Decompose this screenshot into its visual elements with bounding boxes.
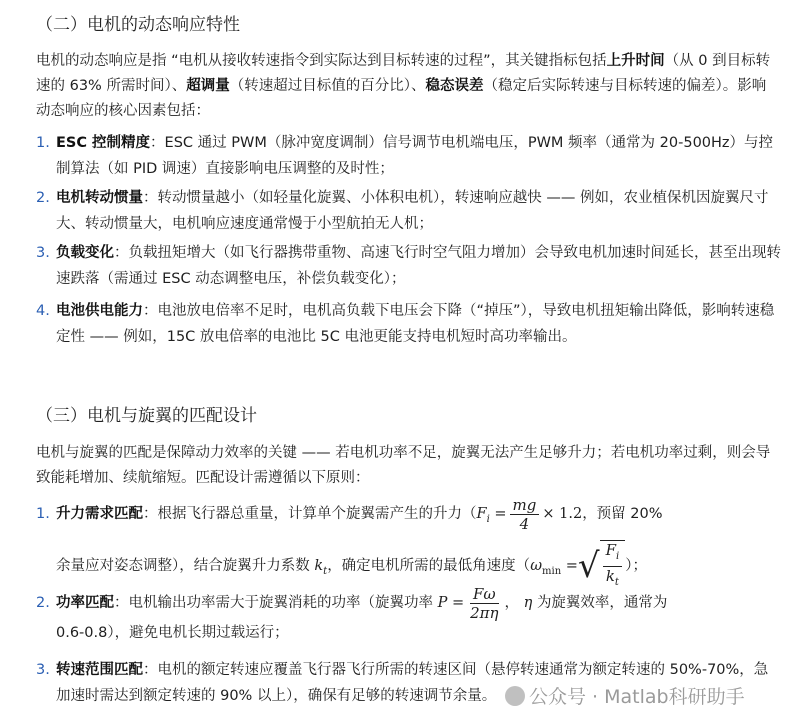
intro-text-a: 电机的动态响应是指 “电机从接收转速指令到实际达到目标转速的过程”，其关键指标包括 — [36, 53, 607, 69]
list-item — [36, 298, 781, 350]
wechat-icon — [505, 686, 525, 706]
list-item-title: 电机转动惯量 — [56, 190, 143, 206]
list-item-title: 功率匹配 — [56, 595, 114, 611]
formula-fraction: $\frac{F\omega}{2\pi\eta}$ — [470, 584, 499, 622]
list-item-text: ）； — [625, 557, 647, 574]
list-number: 4. — [36, 303, 50, 319]
list-item-title: 升力需求匹配 — [56, 506, 143, 522]
section-3-intro: 电机与旋翼的匹配是保障动力效率的关键 —— 若电机功率不足，旋翼无法产生足够升力；若电机功率过剩，则会导致能耗增加、续航缩短。匹配设计需遵循以下原则： — [36, 445, 771, 486]
list-item-text: ，确定电机所需的最低角速度（ — [327, 557, 531, 574]
list-item — [36, 240, 781, 292]
formula-fraction: $\frac{mg}{4}$ — [510, 496, 540, 533]
list-item-title: 转速范围匹配 — [56, 662, 143, 678]
list-item-title: 负载变化 — [56, 245, 114, 261]
list-item-text: ，预留 20% — [582, 506, 663, 522]
formula-eta: η — [523, 595, 533, 611]
intro-text-c: （从 0 到目标转速的 63% 所需时间）、 — [36, 53, 771, 94]
list-item — [36, 130, 781, 182]
list-item-text: 为旋翼效率，通常为 — [536, 595, 668, 611]
list-number: 3. — [36, 245, 50, 261]
section-2-heading: （二）电机的动态响应特性 — [36, 15, 240, 35]
watermark-text: 公众号 · Matlab科研助手 — [529, 686, 745, 708]
formula-omega: $\omega_{min}$ = — [530, 557, 578, 577]
intro-text-e: （稳定后实际转速与目标转速的偏差）。影响动态响应的核心因素包括： — [36, 78, 767, 119]
list-item-text: ：电机的额定转速应覆盖飞行器飞行所需的转速区间（悬停转速通常为额定转速的 50%-70%，急加速时需达到额定转速的 90% 以上），确保有足够的转速调节余量。 — [56, 662, 769, 704]
list-item-title: 电池供电能力 — [56, 303, 143, 319]
section-3-heading: （三）电机与旋翼的匹配设计 — [36, 406, 257, 426]
list-item-text: ：转动惯量越小（如轻量化旋翼、小体积电机），转速响应越快 —— 例如，农业植保机因旋翼尺寸大、转动惯量大，电机响应速度通常慢于小型航拍无人机； — [56, 190, 769, 232]
list-item — [36, 584, 781, 660]
watermark — [505, 682, 745, 709]
list-item-title: ESC 控制精度 — [56, 135, 151, 151]
intro-text-d: （转速超过目标值的百分比）、 — [229, 78, 426, 94]
list-number: 1. — [36, 506, 50, 522]
formula-sqrt: √ $\frac{F_i}{k_t}$ — [578, 540, 625, 592]
formula-kt: $k_t$ — [314, 557, 328, 577]
list-item-text: ：负载扭矩增大（如飞行器携带重物、高速飞行时空气阻力增加）会导致电机加速时间延长，甚至出现转速跌落（需通过 ESC 动态调整电压，补偿负载变化）； — [56, 245, 781, 287]
formula-power: P = — [437, 595, 465, 611]
list-item-text: ：根据飞行器总重量，计算单个旋翼需产生的升力（ — [143, 506, 477, 522]
section-2-intro — [36, 49, 776, 124]
formula-lift: $F_i$ = — [476, 506, 507, 525]
list-item — [36, 185, 781, 237]
term-overshoot: 超调量 — [186, 78, 230, 94]
list-item-text: ， — [504, 595, 520, 611]
formula-multiplier: × 1.2 — [542, 506, 583, 522]
list-item-text: 余量应对姿态调整），结合旋翼升力系数 — [56, 557, 310, 574]
term-steady-error: 稳态误差 — [425, 78, 484, 94]
list-number: 1. — [36, 135, 50, 151]
list-item-text: ：ESC 通过 PWM（脉冲宽度调制）信号调节电机端电压，PWM 频率（通常为 20-500Hz）与控制算法（如 PID 调速）直接影响电压调整的及时性； — [56, 135, 774, 177]
list-item-text: ：电池放电倍率不足时，电机高负载下电压会下降（“掉压”），导致电机扭矩输出降低，影响转速稳定性 —— 例如，15C 放电倍率的电池比 5C 电池更能支持电机短时高功率输出。 — [56, 303, 775, 345]
list-item-text: ：电机输出功率需大于旋翼消耗的功率（旋翼功率 — [114, 595, 433, 611]
term-rise-time: 上升时间 — [606, 53, 665, 69]
list-item-text: 0.6-0.8），避免电机长期过载运行； — [56, 625, 289, 641]
list-number: 3. — [36, 662, 50, 678]
list-number: 2. — [36, 190, 50, 206]
list-number: 2. — [36, 595, 50, 611]
